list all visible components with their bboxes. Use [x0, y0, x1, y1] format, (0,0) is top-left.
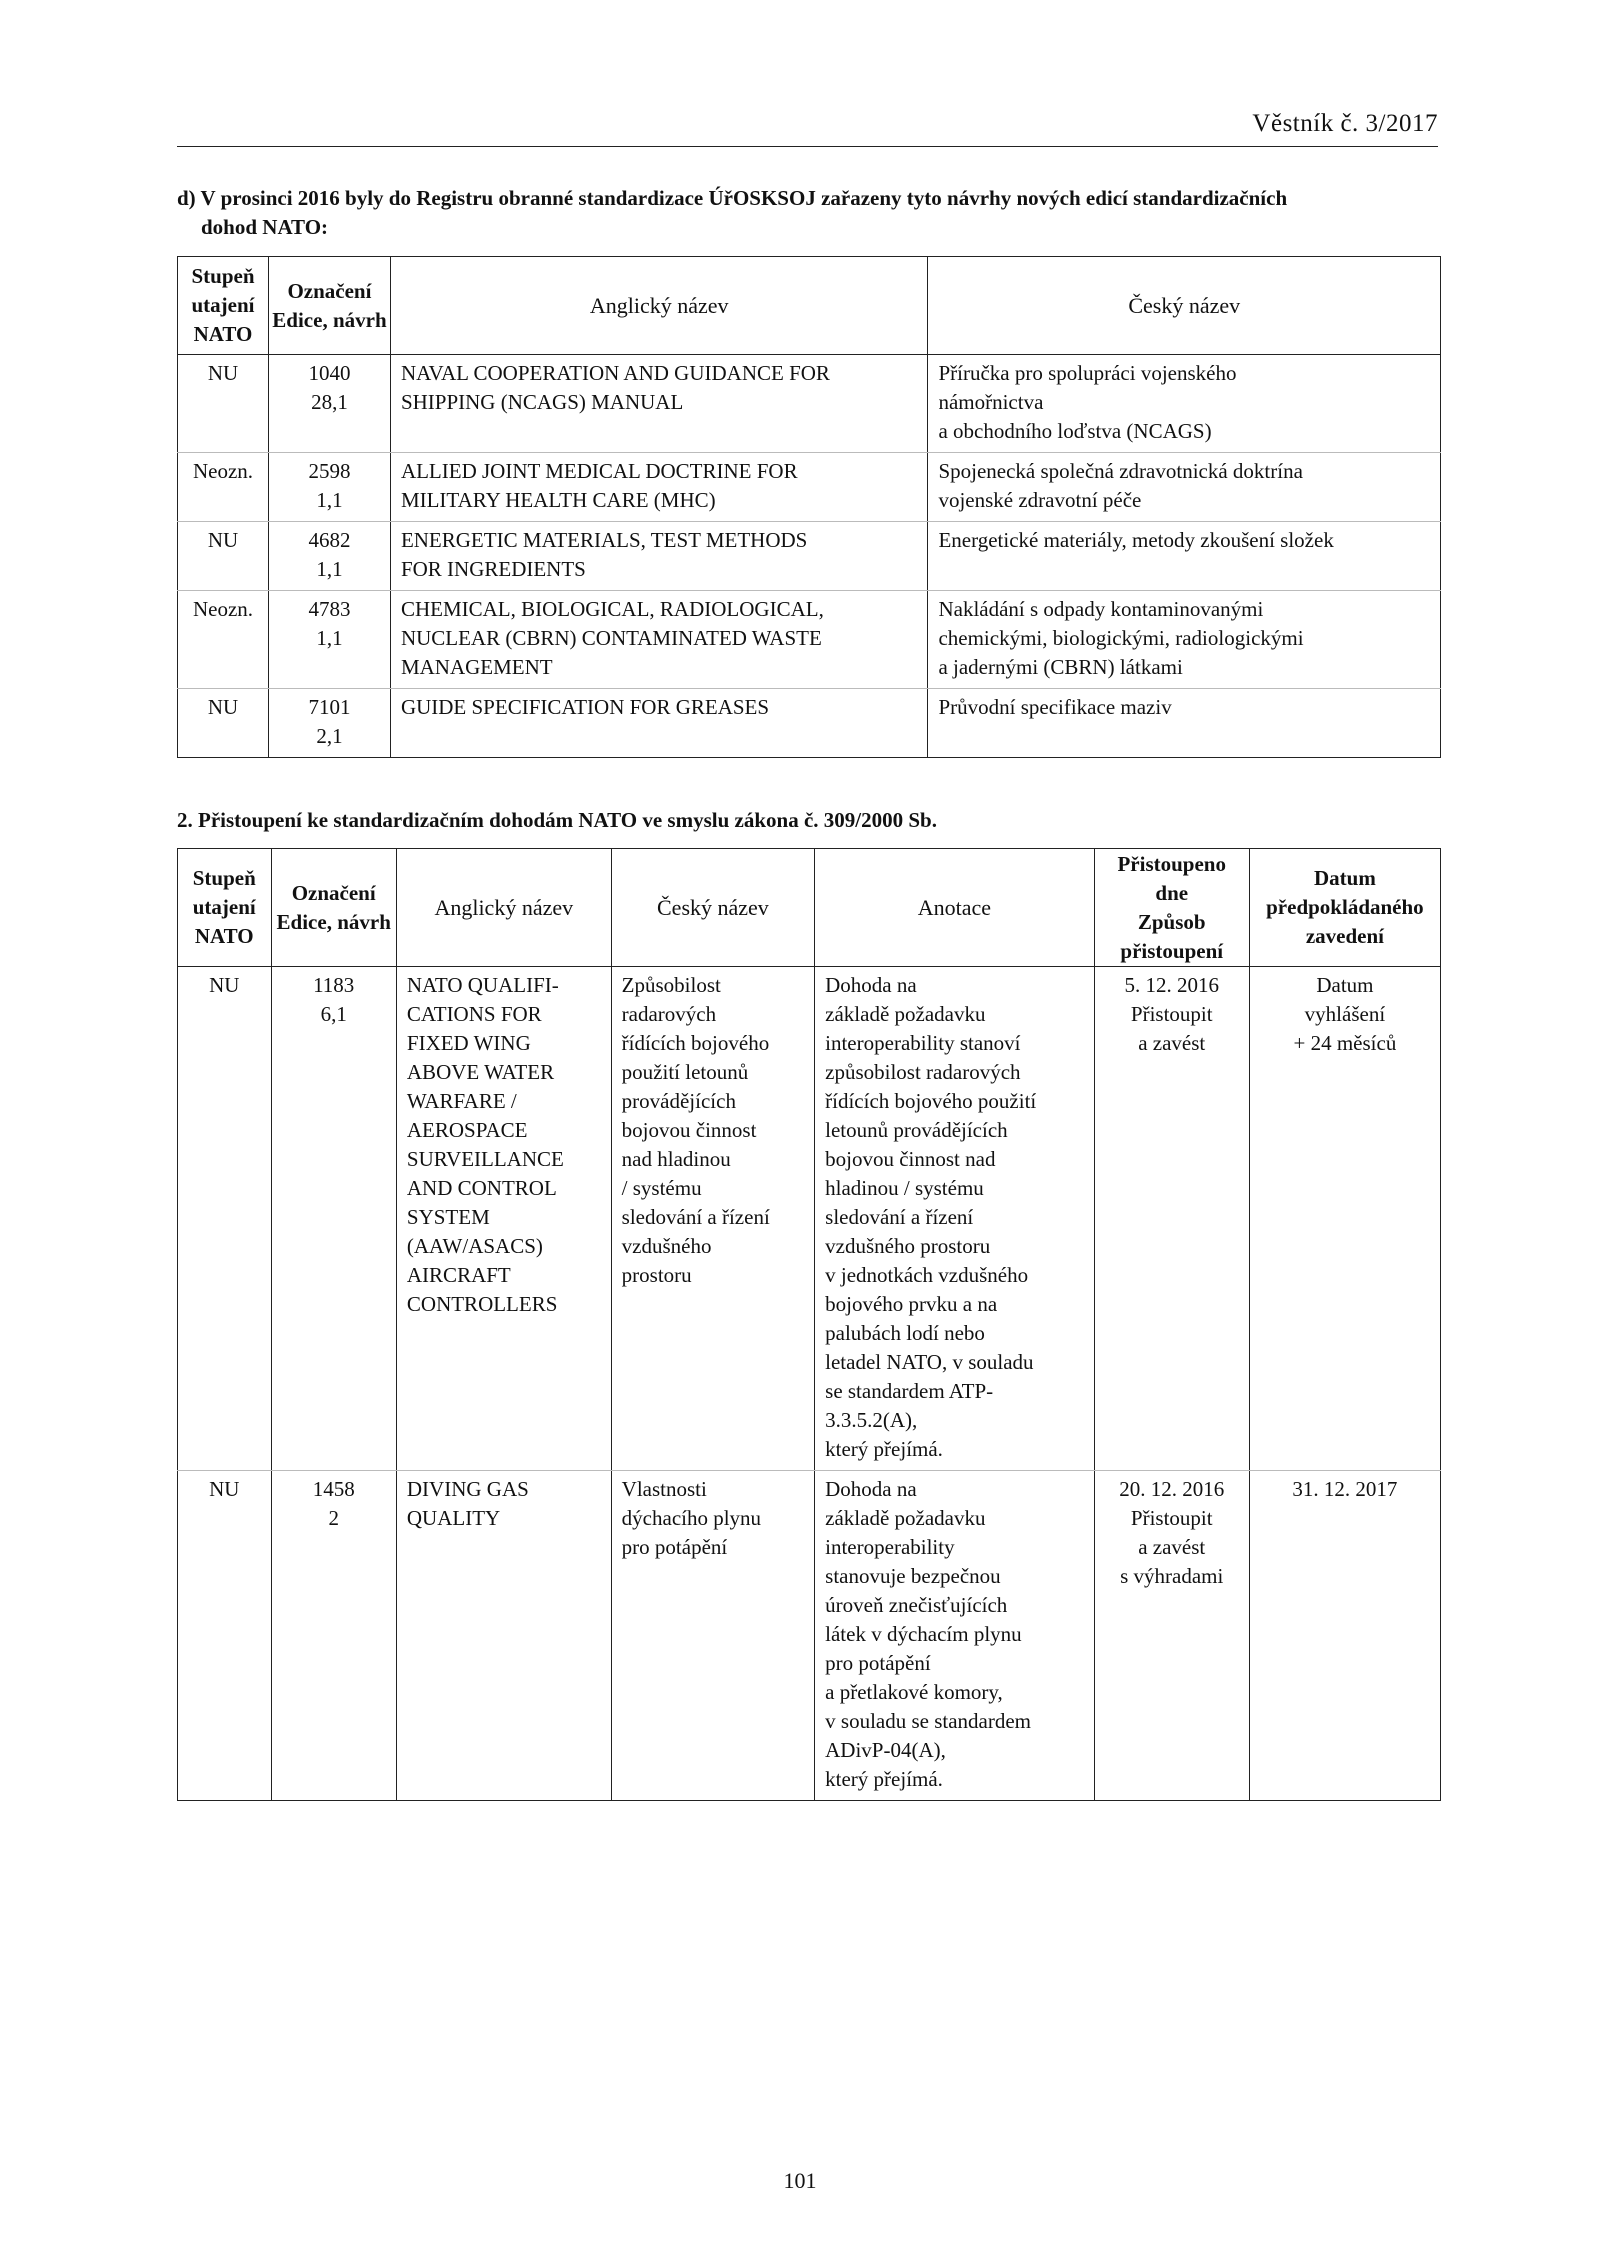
section-2-title: 2. Přistoupení ke standardizačním dohodám NATO ve smyslu zákona č. 309/2000 Sb.	[177, 808, 937, 832]
journal-issue-title: Věstník č. 3/2017	[1252, 110, 1438, 137]
designation-cell: 4682 1,1	[268, 522, 390, 591]
czech-title-cell: Vlastnosti dýchacího plynu pro potápění	[611, 1471, 814, 1801]
implementation-date-cell: 31. 12. 2017	[1249, 1471, 1440, 1801]
table-row	[178, 689, 1441, 758]
classification-cell: Neozn.	[178, 453, 269, 522]
col-header-implementation-date: Datum předpokládaného zavedení	[1249, 849, 1440, 967]
table-row	[178, 967, 1441, 1471]
czech-title-cell: Nakládání s odpady kontaminovanými chemickými, biologickými, radiologickými a jadernými (CBRN) látkami	[928, 591, 1441, 689]
section-d-intro-line1: d) V prosinci 2016 byly do Registru obranné standardizace ÚřOSKSOJ zařazeny tyto návrhy nových edicí standardizačních	[177, 186, 1288, 210]
table-row	[178, 1471, 1441, 1801]
col-header-accession-date: Přistoupeno dne Způsob přistoupení	[1094, 849, 1249, 967]
czech-title-cell: Průvodní specifikace maziv	[928, 689, 1441, 758]
english-title-cell: ALLIED JOINT MEDICAL DOCTRINE FOR MILITARY HEALTH CARE (MHC)	[390, 453, 928, 522]
col-header-designation: Označení Edice, návrh	[271, 849, 396, 967]
czech-title-cell: Způsobilost radarových řídících bojového použití letounů provádějících bojovou činnost nad hladinou / systému sledování a řízení vzdušného prostoru	[611, 967, 814, 1471]
designation-cell: 1183 6,1	[271, 967, 396, 1471]
designation-cell: 4783 1,1	[268, 591, 390, 689]
english-title-cell: ENERGETIC MATERIALS, TEST METHODS FOR INGREDIENTS	[390, 522, 928, 591]
section-d-intro-line2: dohod NATO:	[201, 215, 329, 239]
classification-cell: NU	[178, 355, 269, 453]
classification-cell: NU	[178, 522, 269, 591]
col-header-czech-title: Český název	[611, 849, 814, 967]
annotation-cell: Dohoda na základě požadavku interoperability stanovuje bezpečnou úroveň znečisťujících látek v dýchacím plynu pro potápění a přetlakové komory, v souladu se standardem ADivP-04(A), který přejímá.	[815, 1471, 1095, 1801]
czech-title-cell: Příručka pro spolupráci vojenského námořnictva a obchodního loďstva (NCAGS)	[928, 355, 1441, 453]
col-header-designation: Označení Edice, návrh	[268, 257, 390, 355]
classification-cell: NU	[178, 689, 269, 758]
page-number: 101	[783, 2168, 817, 2193]
table-row	[178, 355, 1441, 453]
czech-title-cell: Spojenecká společná zdravotnická doktrína vojenské zdravotní péče	[928, 453, 1441, 522]
col-header-english-title: Anglický název	[396, 849, 611, 967]
designation-cell: 7101 2,1	[268, 689, 390, 758]
designation-cell: 2598 1,1	[268, 453, 390, 522]
new-editions-table	[177, 256, 1441, 758]
table-row	[178, 522, 1441, 591]
classification-cell: NU	[178, 967, 272, 1471]
classification-cell: NU	[178, 1471, 272, 1801]
english-title-cell: NAVAL COOPERATION AND GUIDANCE FOR SHIPPING (NCAGS) MANUAL	[390, 355, 928, 453]
czech-title-cell: Energetické materiály, metody zkoušení složek	[928, 522, 1441, 591]
english-title-cell: NATO QUALIFI- CATIONS FOR FIXED WING ABOVE WATER WARFARE / AEROSPACE SURVEILLANCE AND CONTROL SYSTEM (AAW/ASACS) AIRCRAFT CONTROLLERS	[396, 967, 611, 1471]
english-title-cell: DIVING GAS QUALITY	[396, 1471, 611, 1801]
table-row	[178, 591, 1441, 689]
col-header-english-title: Anglický název	[390, 257, 928, 355]
col-header-classification: Stupeň utajení NATO	[178, 849, 272, 967]
table-row	[178, 453, 1441, 522]
col-header-czech-title: Český název	[928, 257, 1441, 355]
english-title-cell: CHEMICAL, BIOLOGICAL, RADIOLOGICAL, NUCLEAR (CBRN) CONTAMINATED WASTE MANAGEMENT	[390, 591, 928, 689]
annotation-cell: Dohoda na základě požadavku interoperability stanoví způsobilost radarových řídících bojového použití letounů provádějících bojovou činnost nad hladinou / systému sledování a řízení vzdušného prostoru v jednotkách vzdušného bojového prvku a na palubách lodí nebo letadel NATO, v souladu se standardem ATP- 3.3.5.2(A), který přejímá.	[815, 967, 1095, 1471]
accession-table	[177, 848, 1441, 1801]
classification-cell: Neozn.	[178, 591, 269, 689]
page-header	[177, 108, 1438, 147]
implementation-date-cell: Datum vyhlášení + 24 měsíců	[1249, 967, 1440, 1471]
designation-cell: 1458 2	[271, 1471, 396, 1801]
designation-cell: 1040 28,1	[268, 355, 390, 453]
col-header-classification: Stupeň utajení NATO	[178, 257, 269, 355]
section-d-intro	[177, 184, 1442, 242]
accession-cell: 5. 12. 2016 Přistoupit a zavést	[1094, 967, 1249, 1471]
accession-cell: 20. 12. 2016 Přistoupit a zavést s výhradami	[1094, 1471, 1249, 1801]
col-header-annotation: Anotace	[815, 849, 1095, 967]
english-title-cell: GUIDE SPECIFICATION FOR GREASES	[390, 689, 928, 758]
